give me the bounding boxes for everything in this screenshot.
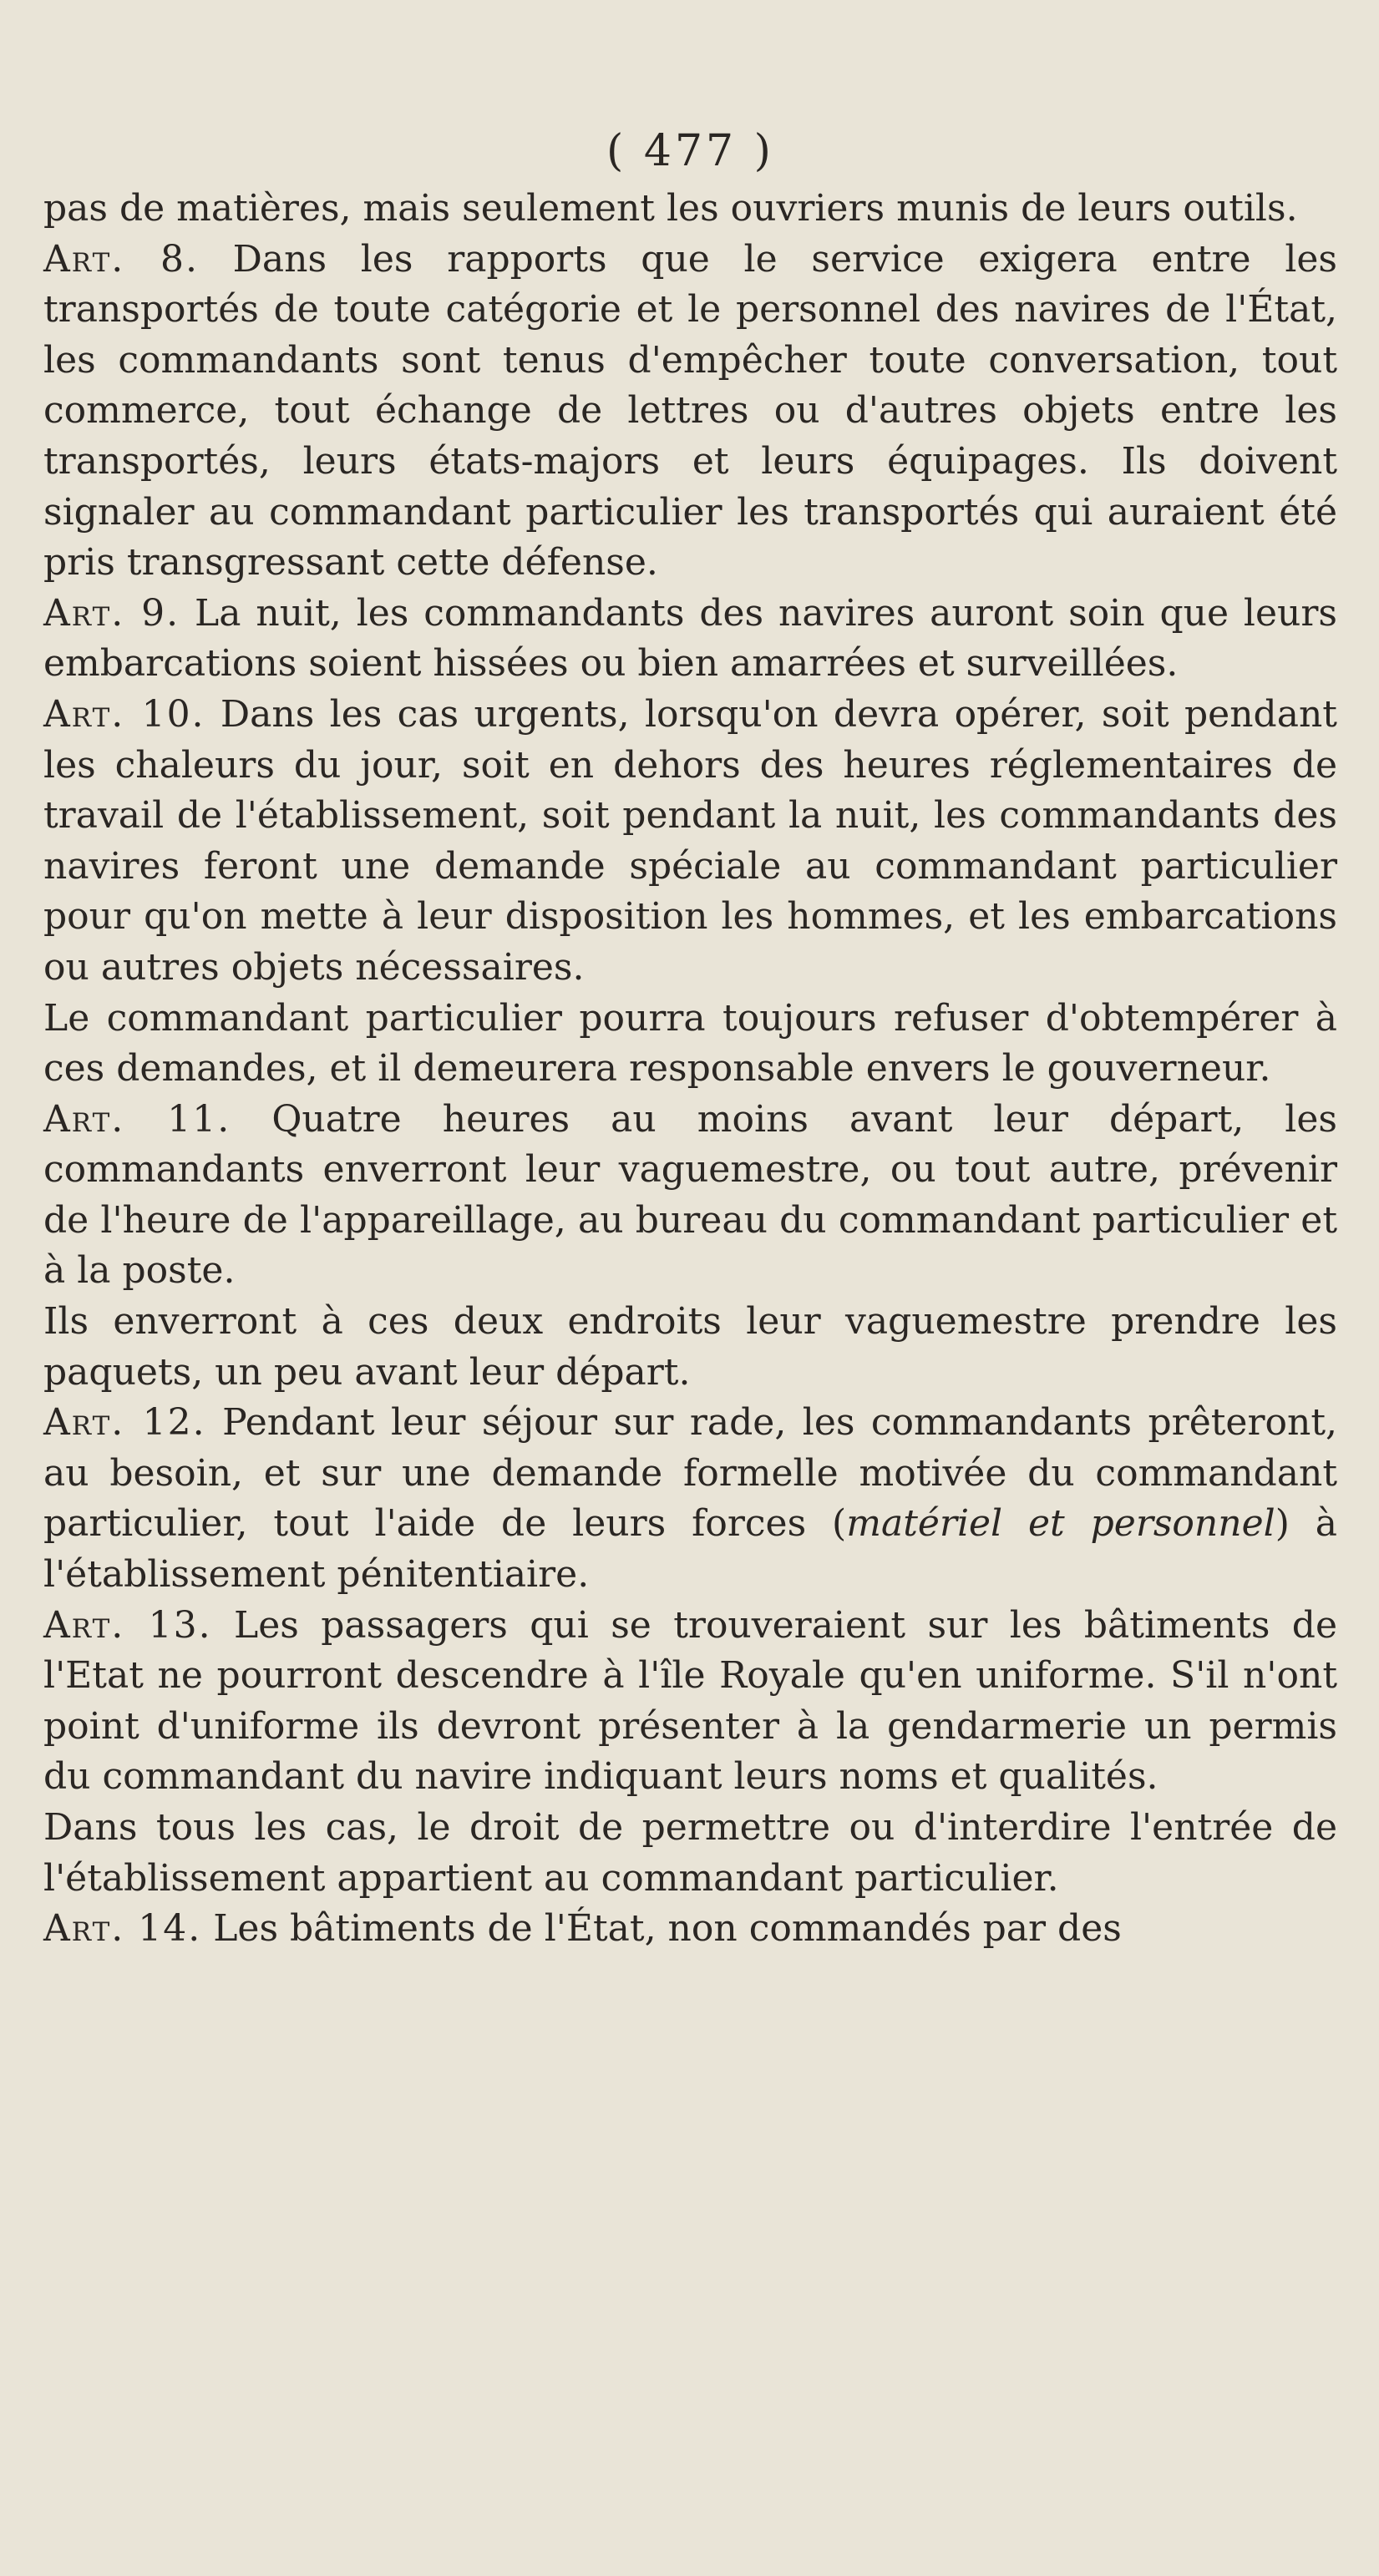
- paragraph-continuation: [43, 184, 1337, 235]
- article-heading: Art. 13.: [43, 1603, 212, 1647]
- paragraph: [43, 1297, 1337, 1398]
- text-run: Les bâtiments de l'État, non commandés par des: [201, 1907, 1122, 1951]
- text-run: Les passagers qui se trouveraient sur les bâtiments de l'Etat ne pourront descendre à l'île Royale qu'en uniforme. S'il n'ont point d'uniforme ils devront présenter à la gendarmerie un permis du commandant du navire indiquant leurs noms et qualités.: [43, 1603, 1337, 1799]
- article-12: [43, 1398, 1337, 1600]
- article-8: [43, 235, 1337, 589]
- text-run: Dans les cas urgents, lorsqu'on devra opérer, soit pendant les chaleurs du jour, soit en dehors des heures réglementaires de travail de l'établissement, soit pendant la nuit, les commandants des navires feront une demande spéciale au commandant particulier pour qu'on mette à leur disposition les hommes, et les embarcations ou autres objets nécessaires.: [43, 692, 1337, 989]
- text-run: Ils enverront à ces deux endroits leur vaguemestre prendre les paquets, un peu avant leur départ.: [43, 1300, 1337, 1394]
- italic-text-run: matériel et personnel: [846, 1502, 1275, 1546]
- text-run: Le commandant particulier pourra toujours refuser d'obtempérer à ces demandes, et il demeurera responsable envers le gouverneur.: [43, 996, 1337, 1091]
- article-9: [43, 589, 1337, 690]
- text-run: Dans les rapports que le service exigera entre les transportés de toute catégorie et le personnel des navires de l'État, les commandants sont tenus d'empêcher toute conversation, tout commerce, tout échange de lettres ou d'autres objets entre les transportés, leurs états-majors et leurs équipages. Ils doivent signaler au commandant particulier les transportés qui auraient été pris transgressant cette défense.: [43, 237, 1338, 585]
- article-14: [43, 1904, 1337, 1955]
- article-13: [43, 1601, 1337, 1803]
- article-heading: Art. 9.: [43, 591, 180, 635]
- article-heading: Art. 11.: [43, 1097, 231, 1141]
- paragraph: [43, 1803, 1337, 1904]
- body-text: [43, 184, 1337, 1955]
- article-heading: Art. 12.: [43, 1401, 206, 1445]
- text-run: Dans tous les cas, le droit de permettre ou d'interdire l'entrée de l'établissement appartient au commandant particulier.: [43, 1806, 1337, 1900]
- article-heading: Art. 8.: [43, 237, 199, 281]
- text-run: Quatre heures au moins avant leur départ, les commandants enverront leur vaguemestre, ou tout autre, prévenir de l'heure de l'appareillage, au bureau du commandant particulier et à la poste.: [43, 1097, 1337, 1293]
- article-heading: Art. 10.: [43, 692, 205, 736]
- text-run: Pendant leur séjour sur rade, les commandants prêteront, au besoin, et sur une demande formelle motivée du commandant particulier, tout l'aide de leurs forces (: [43, 1401, 1337, 1546]
- text-run: ) à l'établissement pénitentiaire.: [43, 1502, 1338, 1597]
- paragraph: [43, 994, 1337, 1095]
- article-heading: Art. 14.: [43, 1907, 202, 1951]
- article-11: [43, 1095, 1337, 1297]
- page-number: ( 477 ): [606, 126, 774, 176]
- article-10: [43, 690, 1337, 994]
- text-run: La nuit, les commandants des navires auront soin que leurs embarcations soient hissées ou bien amarrées et surveillées.: [43, 591, 1337, 686]
- text-run: pas de matières, mais seulement les ouvriers munis de leurs outils.: [43, 187, 1298, 230]
